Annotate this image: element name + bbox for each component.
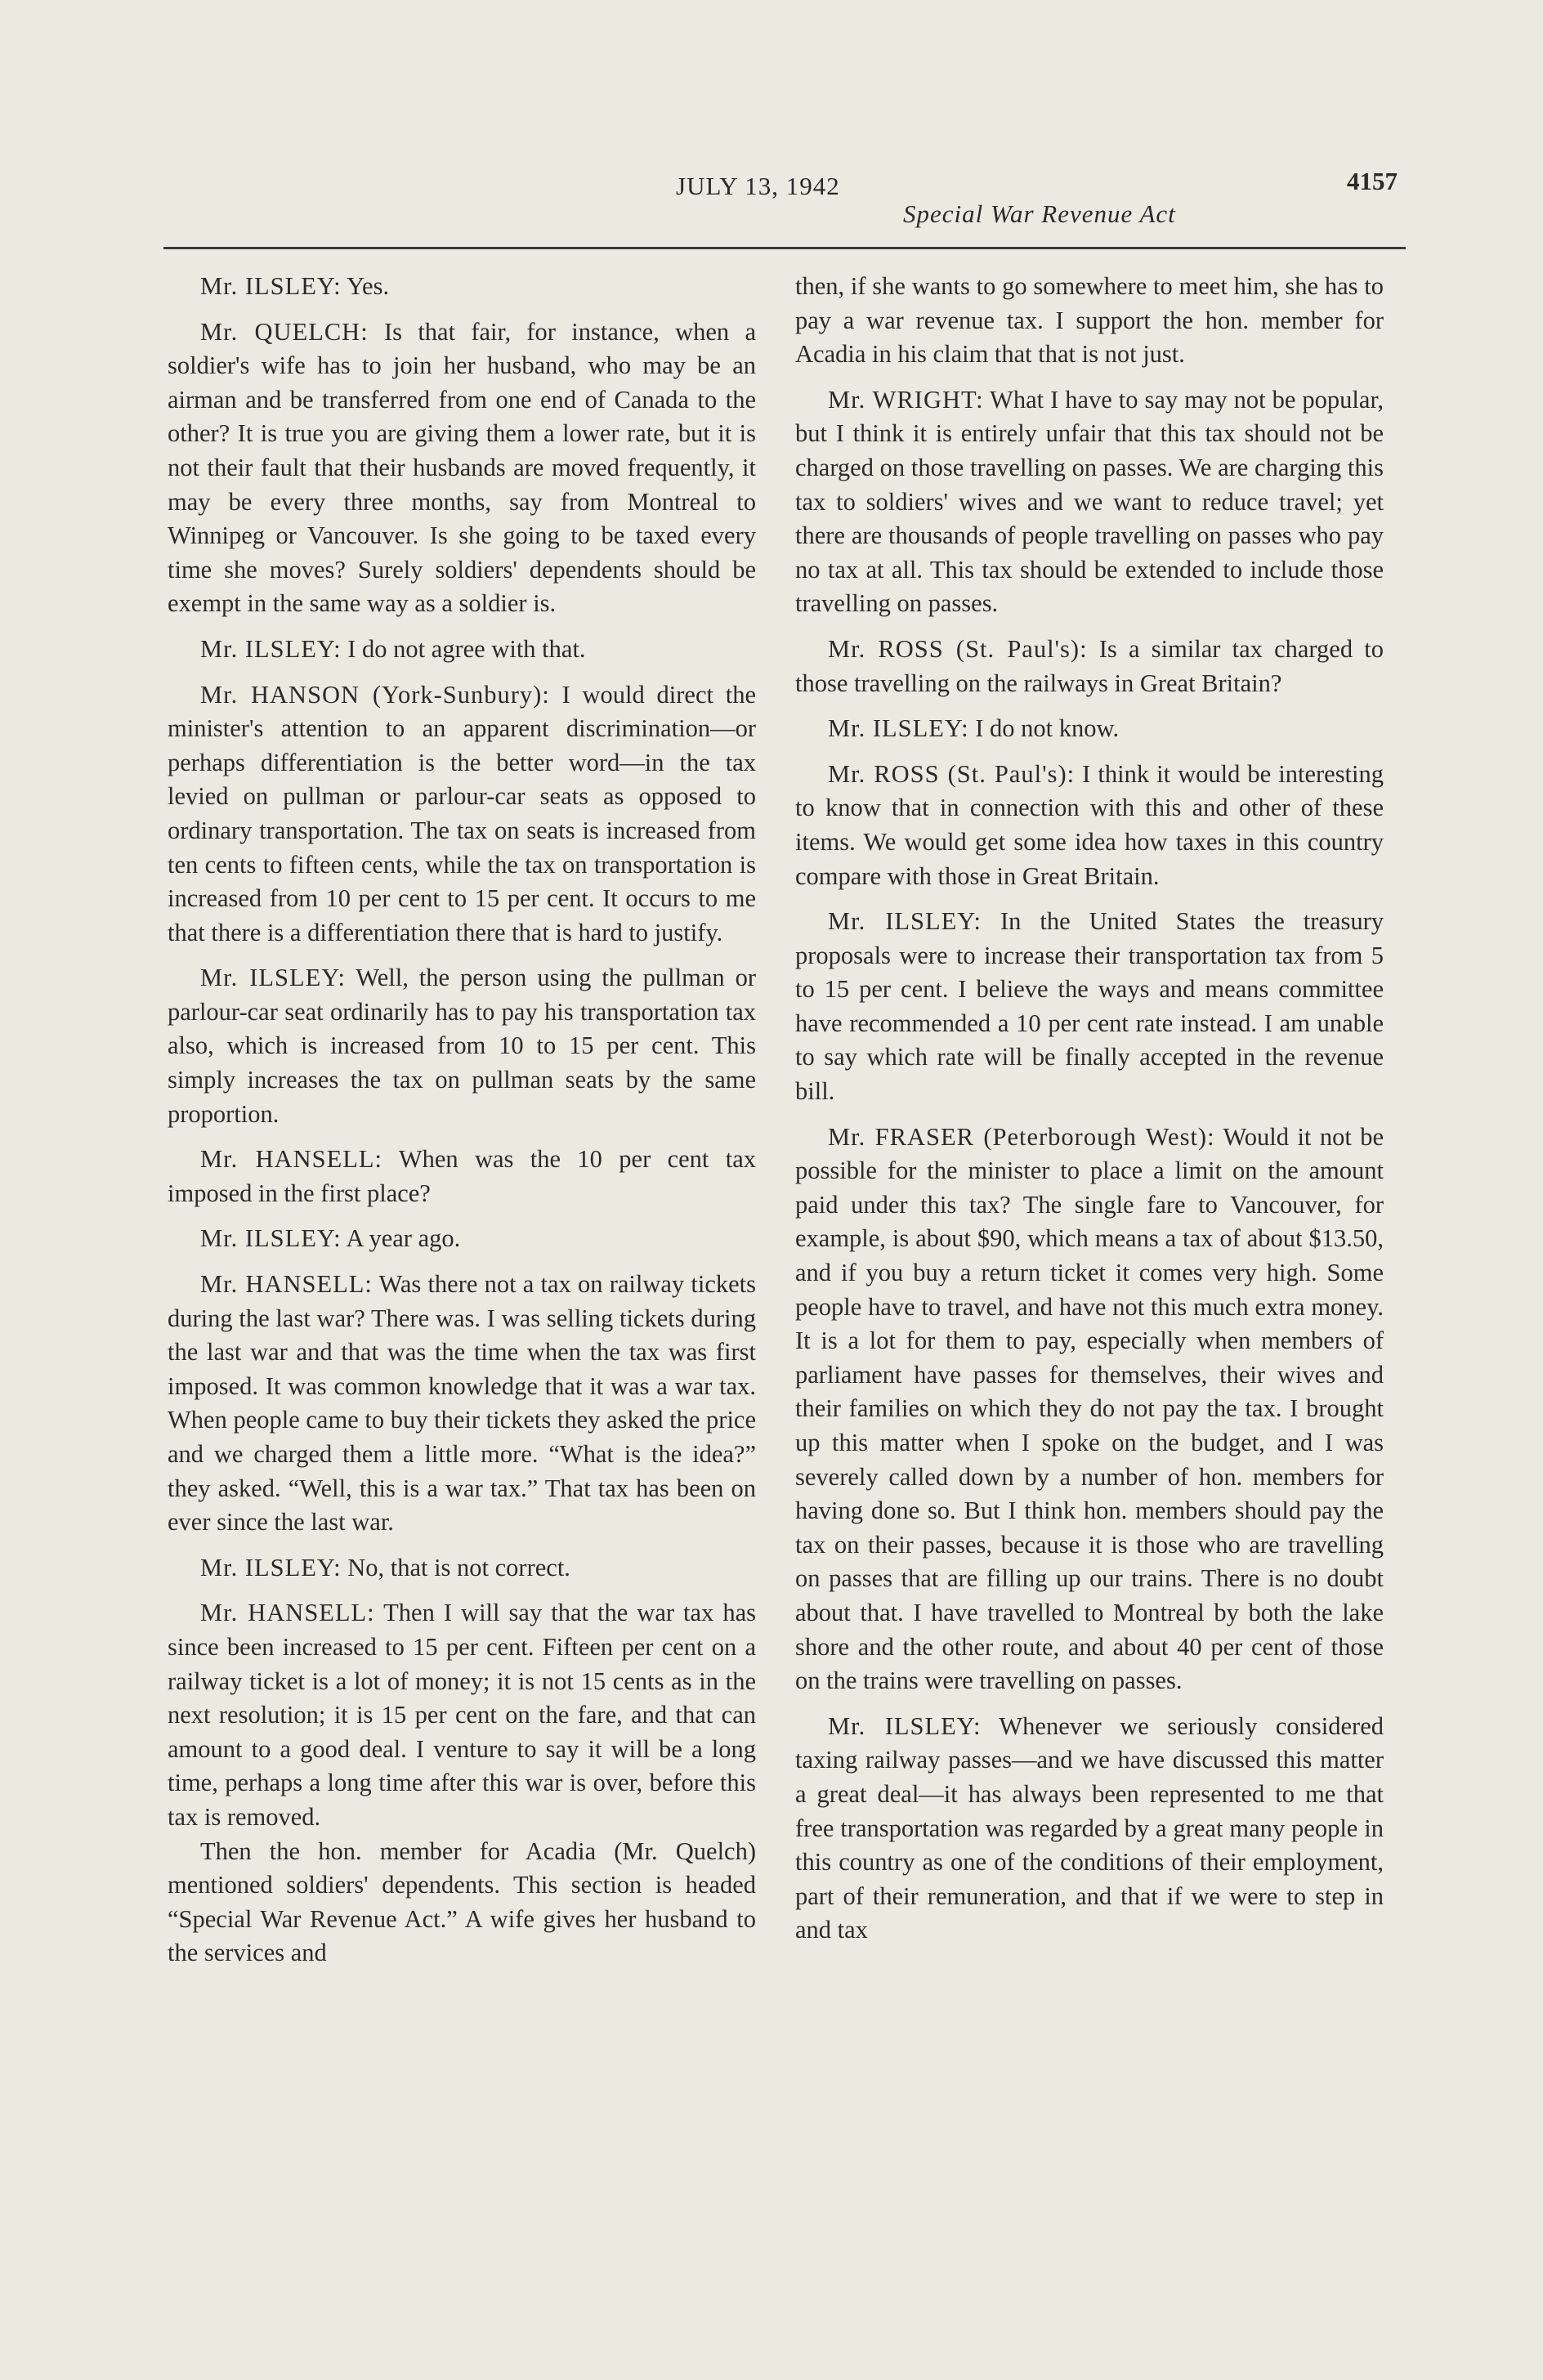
speaker-name: Mr. ILSLEY: <box>200 634 342 663</box>
speech-text: Whenever we seriously considered taxing railway passes—and we have discussed this matter a great deal—it has always been represented to me that free transportation was regarded by a great many people in this country as one of the conditions of their employment, part of their remuneration, and that if we were to step in and tax <box>795 1711 1384 1944</box>
left-column <box>168 270 756 1982</box>
speaker-name: Mr. ILSLEY: <box>200 1224 342 1253</box>
paragraph <box>795 270 1384 372</box>
paragraph <box>168 678 756 951</box>
speaker-name: Mr. ILSLEY: <box>200 272 342 300</box>
paragraph <box>168 1268 756 1540</box>
speech-text: Is that fair, for instance, when a soldier's wife has to join her husband, who may be an airman and be transferred from one end of Canada to the other? It is true you are giving them a lower rate, but it is not their fault that their husbands are moved frequently, it may be every three months, say from Montreal to Winnipeg or Vancouver. Is she going to be taxed every time she moves? Surely soldiers' dependents should be exempt in the same way as a soldier is. <box>168 317 757 618</box>
paragraph <box>795 633 1384 700</box>
paragraph <box>168 1835 756 1971</box>
speaker-name: Mr. HANSELL: <box>200 1145 382 1174</box>
speaker-name: Mr. QUELCH: <box>200 317 369 346</box>
paragraph <box>168 270 756 304</box>
speaker-name: Mr. ILSLEY: <box>200 1553 342 1581</box>
paragraph <box>168 315 756 621</box>
paragraph <box>168 1551 756 1586</box>
header-rule <box>163 247 1406 249</box>
paragraph <box>168 961 756 1131</box>
speech-text: A year ago. <box>346 1224 461 1253</box>
speech-text: I would direct the minister's attention to an apparent discrimination—or perhaps differentiation is the better word—in the tax levied on pullman or parlour-car seats as opposed to ordinary transportation. The tax on seats is increased from ten cents to fifteen cents, while the tax on transportation is increased from 10 per cent to 15 per cent. It occurs to me that there is a differentiation there that is hard to justify. <box>168 680 756 946</box>
speech-text: I do not agree with that. <box>347 634 586 663</box>
page-header <box>163 167 1406 245</box>
speech-text: then, if she wants to go somewhere to meet him, she has to pay a war revenue tax. I support the hon. member for Acadia in his claim that that is not just. <box>795 272 1384 369</box>
speech-text: Was there not a tax on railway tickets during the last war? There was. I was selling tickets during the last war and that was the time when the tax was first imposed. It was common knowledge that it was a war tax. When people came to buy their tickets they asked the price and we charged them a little more. “What is the idea?” they asked. “Well, this is a war tax.” That tax has been on ever since the last war. <box>168 1270 756 1537</box>
speaker-name: Mr. WRIGHT: <box>828 385 984 414</box>
section-title: Special War Revenue Act <box>903 199 1176 228</box>
speaker-name: Mr. ILSLEY: <box>828 1711 982 1740</box>
paragraph <box>795 712 1384 746</box>
speaker-name: Mr. HANSELL: <box>200 1599 375 1627</box>
paragraph <box>168 1143 756 1210</box>
speech-text: I think it would be interesting to know that in connection with this and other of these items. We would get some idea how taxes in this country compare with those in Great Britain. <box>795 759 1384 890</box>
speech-text: Well, the person using the pullman or parlour-car seat ordinarily has to pay his transportation tax also, which is increased from 10 to 15 per cent. This simply increases the tax on pullman seats by the same proportion. <box>168 964 757 1128</box>
speaker-name: Mr. ROSS (St. Paul's): <box>828 634 1088 663</box>
paragraph <box>168 633 756 667</box>
paragraph <box>795 758 1384 893</box>
speaker-name: Mr. HANSON (York-Sunbury): <box>200 680 550 709</box>
paragraph <box>795 1121 1384 1698</box>
speech-text: Would it not be possible for the minister to place a limit on the amount paid under this tax? The single fare to Vancouver, for example, is about $90, which means a tax of about $13.50, and if you buy a return ticket it comes very high. Some people have to travel, and have not this much extra money. It is a lot for them to pay, especially when members of parliament have passes for themselves, their wives and their families on which they do not pay the tax. I brought up this matter when I spoke on the budget, and I was severely called down by a number of hon. members for having done so. But I think hon. members should pay the tax on their passes, because it is those who are travelling on passes that are filling up our trains. There is no doubt about that. I have travelled to Montreal by both the lake shore and the other route, and about 40 per cent of those on the trains were travelling on passes. <box>795 1122 1384 1695</box>
speech-text: Then the hon. member for Acadia (Mr. Quelch) mentioned soldiers' dependents. This section is headed “Special War Revenue Act.” A wife gives her husband to the services and <box>168 1836 756 1967</box>
paragraph <box>795 383 1384 621</box>
page-number: 4157 <box>1347 167 1398 195</box>
right-column <box>795 270 1384 1959</box>
speech-text: No, that is not correct. <box>347 1553 570 1581</box>
speech-text: Yes. <box>347 272 390 300</box>
paragraph <box>168 1222 756 1256</box>
speaker-name: Mr. FRASER (Peterborough West): <box>828 1122 1215 1151</box>
paragraph <box>795 905 1384 1109</box>
speaker-name: Mr. ILSLEY: <box>200 964 346 992</box>
speech-text: When was the 10 per cent tax imposed in the first place? <box>168 1145 757 1207</box>
paragraph <box>795 1710 1384 1948</box>
speech-text: I do not know. <box>975 714 1120 743</box>
header-date: JULY 13, 1942 <box>676 172 840 200</box>
speaker-name: Mr. HANSELL: <box>200 1270 373 1299</box>
speaker-name: Mr. ROSS (St. Paul's): <box>828 759 1076 788</box>
speech-text: Is a similar tax charged to those travelling on the railways in Great Britain? <box>795 634 1384 697</box>
paragraph <box>168 1596 756 1834</box>
speech-text: In the United States the treasury proposals were to increase their transportation tax from 5 to 15 per cent. I believe the ways and means committee have recommended a 10 per cent rate instead. I am unable to say which rate will be finally accepted in the revenue bill. <box>795 907 1384 1106</box>
speech-text: What I have to say may not be popular, but I think it is entirely unfair that this tax should not be charged on those travelling on passes. We are charging this tax to soldiers' wives and we want to reduce travel; yet there are thousands of people travelling on passes who pay no tax at all. This tax should be extended to include those travelling on passes. <box>795 385 1384 618</box>
speaker-name: Mr. ILSLEY: <box>828 907 982 936</box>
speaker-name: Mr. ILSLEY: <box>828 714 969 743</box>
speech-text: Then I will say that the war tax has since been increased to 15 per cent. Fifteen per cent on a railway ticket is a lot of money; it is not 15 cents as in the next resolution; it is 15 per cent on the fare, and that can amount to a good deal. I venture to say it will be a long time, perhaps a long time after this war is over, before this tax is removed. <box>168 1599 756 1831</box>
